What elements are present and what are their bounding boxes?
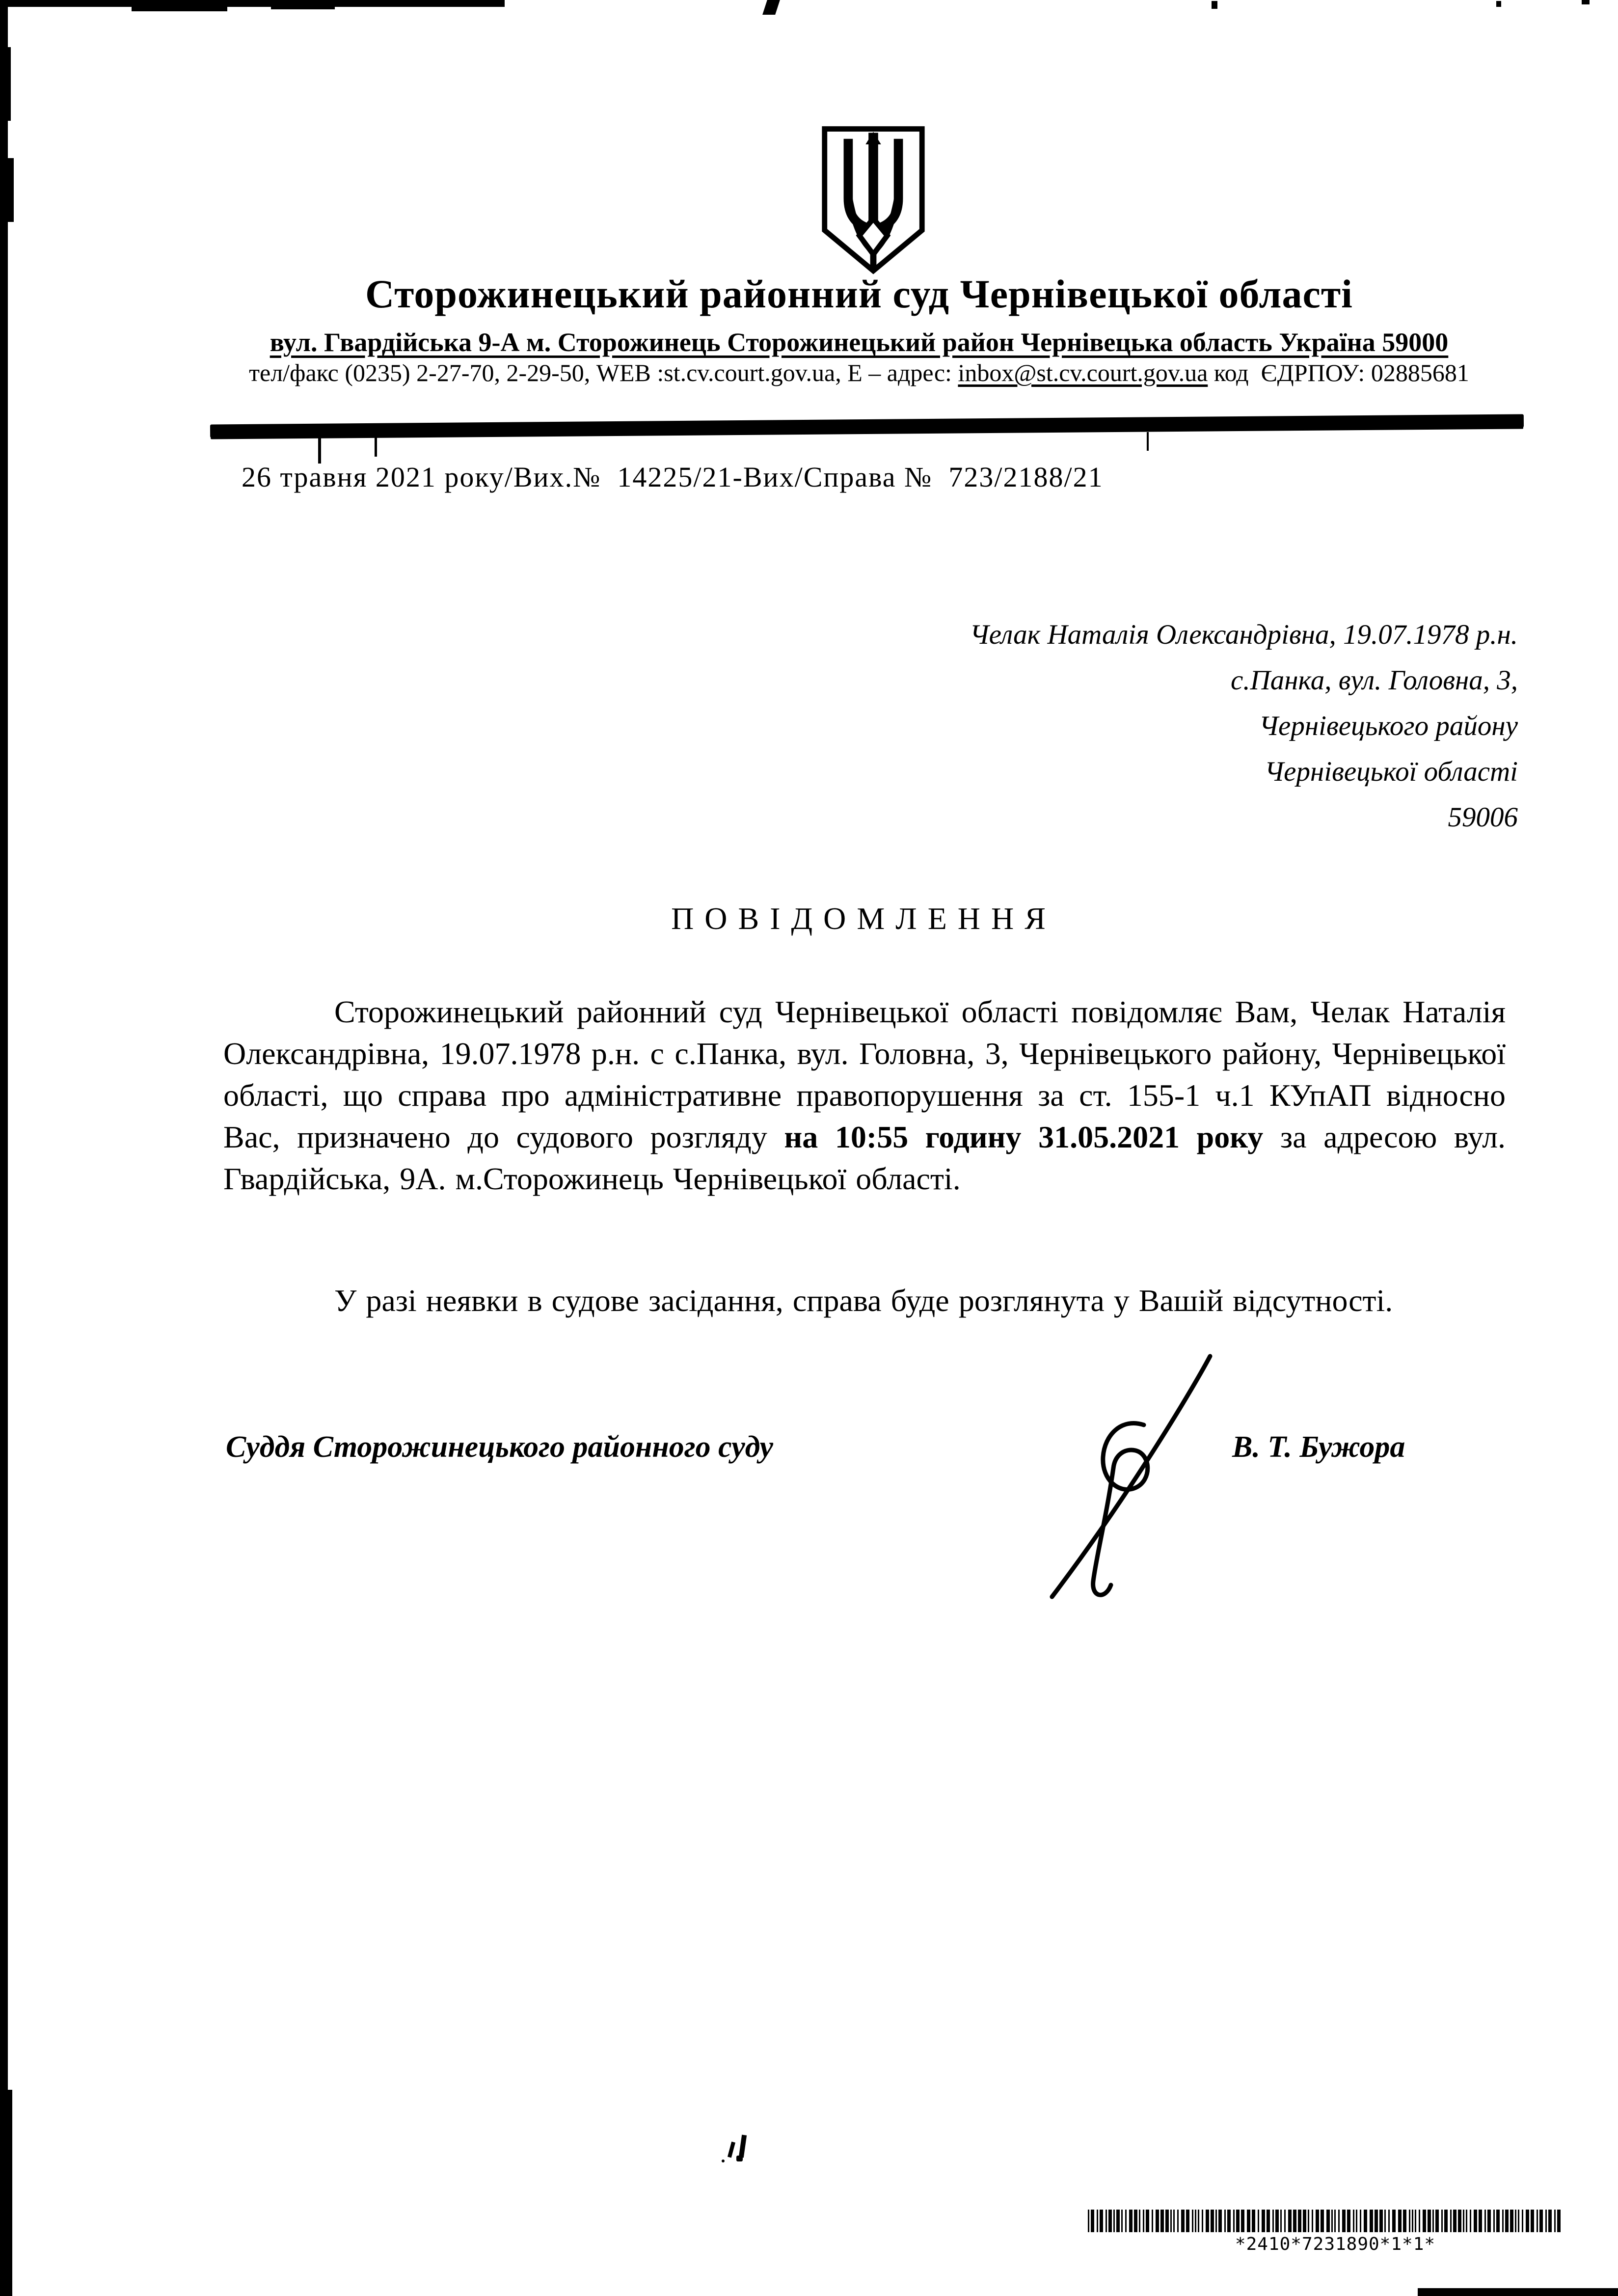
- scan-artifact-left-bottom: [0, 2090, 12, 2296]
- ink-speck: [739, 2135, 747, 2158]
- scan-artifact-top-edge: [132, 0, 227, 11]
- ink-speck: [728, 2142, 735, 2158]
- recipient-region-line: Чернівецької області: [1264, 756, 1518, 787]
- header-divider-rule: [210, 414, 1524, 437]
- recipient-district-line: Чернівецького району: [1259, 711, 1518, 741]
- scan-artifact-top-edge: [271, 0, 335, 9]
- scan-artifact-left-edge: [0, 0, 8, 2296]
- notice-body-paragraph: Сторожинецький районний суд Чернівецької області повідомляє Вам, Челак Наталія Олександрівна, 19.07.1978 р.н. с с.Панка, вул. Головна, 3, Чернівецького району, Чернівецької області, що справа про адміністративне правопорушення за ст. 155-1 ч.1 КУпАП відносно Вас, призначено до судового розгляду на 10:55 годину 31.05.2021 року за адресою вул. Гвардійська, 9А. м.Сторожинець Чернівецької області.: [223, 994, 1506, 1196]
- scan-artifact-top-tick: [1212, 1, 1217, 9]
- case-barcode: [1088, 2210, 1583, 2232]
- ink-speck: [736, 2156, 743, 2161]
- court-name: Сторожинецький районний суд Чернівецької області: [365, 272, 1353, 316]
- case-barcode-label: *2410*7231890*1*1*: [1235, 2234, 1436, 2254]
- ink-speck: [722, 2159, 725, 2162]
- recipient-name-line: Челак Наталія Олександрівна, 19.07.1978 р.н.: [970, 619, 1518, 650]
- scan-artifact-left-blob: [0, 47, 11, 121]
- signature-role: Суддя Сторожинецького районного суду: [226, 1430, 774, 1464]
- reference-line: 26 травня 2021 року/Вих.№ 14225/21-Вих/Справа № 723/2188/21: [242, 461, 1104, 493]
- signature-name: В. Т. Бужора: [1232, 1430, 1405, 1464]
- recipient-postal-code: 59006: [1448, 802, 1518, 833]
- notice-absence-paragraph: У разі неявки в судове засідання, справа буде розглянута у Вашій відсутності.: [334, 1283, 1393, 1318]
- court-address-line: вул. Гвардійська 9-А м. Сторожинець Сторожинецький район Чернівецька область Україна 59000: [270, 328, 1449, 357]
- contact-suffix: код ЄДРПОУ: 02885681: [1208, 359, 1469, 386]
- recipient-street-line: с.Панка, вул. Головна, 3,: [1231, 665, 1518, 696]
- scan-artifact-top-edge: [0, 0, 505, 7]
- recipient-block: [736, 612, 1518, 840]
- scan-artifact-left-blob: [0, 158, 14, 222]
- scan-artifact-top-tick: [762, 0, 780, 15]
- scan-artifact-top-tick: [1582, 0, 1590, 4]
- rule-ink-drip: [375, 434, 377, 457]
- handwritten-signature-icon: [979, 1351, 1240, 1604]
- scan-artifact-top-tick: [1496, 1, 1501, 7]
- contact-prefix: тел/факс (0235) 2-27-70, 2-29-50, WEB :st.cv.court.gov.ua, Е – адрес:: [249, 359, 958, 386]
- rule-ink-drip: [1147, 432, 1149, 451]
- rule-ink-drip: [318, 435, 321, 464]
- notice-title: П О В І Д О М Л Е Н Н Я: [671, 901, 1047, 936]
- scan-artifact-bottom-right-edge: [1418, 2288, 1618, 2296]
- coat-of-arms-icon: [818, 123, 929, 278]
- court-email: inbox@st.cv.court.gov.ua: [958, 359, 1208, 386]
- court-contact-line: [206, 358, 1512, 387]
